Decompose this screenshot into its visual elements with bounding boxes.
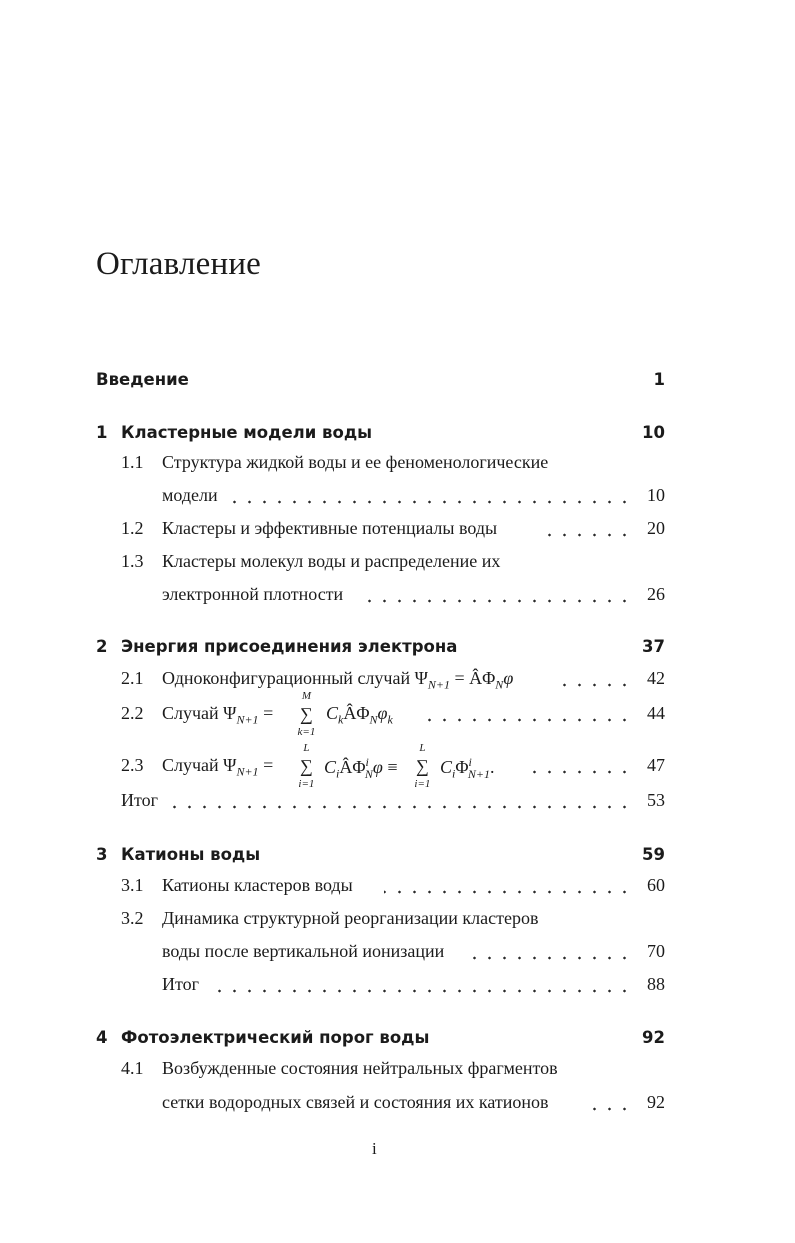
chapter-page: 59 xyxy=(642,845,665,864)
equals-sign: = xyxy=(454,668,465,688)
toc-section-3-2[interactable] xyxy=(0,908,795,938)
chapter-page: 37 xyxy=(642,637,665,656)
dot-leader xyxy=(170,805,632,809)
section-number: 2.1 xyxy=(121,668,144,688)
toc-intro-label: Введение xyxy=(96,370,189,389)
sum-body xyxy=(324,755,398,782)
toc-intro[interactable] xyxy=(0,366,795,396)
psi-symbol: Ψ xyxy=(223,755,237,775)
toc-summary-3[interactable] xyxy=(0,974,795,1004)
section-page: 44 xyxy=(647,703,665,723)
dot-leader xyxy=(562,683,632,687)
section-title: Динамика структурной реорганизации кластеров xyxy=(162,908,539,928)
section-number: 3.1 xyxy=(121,875,144,895)
dot-leader xyxy=(426,718,632,722)
sum-icon: ∑ xyxy=(416,756,429,776)
page-number-footer: i xyxy=(372,1139,377,1158)
section-page: 88 xyxy=(647,974,665,994)
toc-section-1-2[interactable] xyxy=(0,518,795,548)
toc-section-1-3-cont[interactable] xyxy=(0,584,795,614)
dot-leader xyxy=(546,533,632,537)
operator-hat-a: ÂΦ xyxy=(343,703,370,723)
phi-symbol: φ xyxy=(377,703,388,723)
chapter-title: Энергия присоединения электрона xyxy=(121,637,458,656)
sum-lower-limit: i=1 xyxy=(414,778,431,790)
phi-symbol: Φ xyxy=(455,757,469,777)
superscript: i xyxy=(468,755,472,769)
psi-symbol: Ψ xyxy=(223,703,237,723)
subscript: k xyxy=(387,712,393,727)
section-title-formula xyxy=(162,755,273,780)
section-page: 10 xyxy=(647,485,665,505)
chapter-page: 10 xyxy=(642,423,665,442)
section-page: 26 xyxy=(647,584,665,604)
chapter-title: Катионы воды xyxy=(121,845,261,864)
toc-section-1-1-cont[interactable] xyxy=(0,485,795,515)
chapter-number: 4 xyxy=(96,1028,108,1047)
toc-section-2-1[interactable] xyxy=(0,668,795,698)
subscript: N xyxy=(364,766,373,781)
section-title: Кластеры и эффективные потенциалы воды xyxy=(162,518,498,538)
subscript: N+1 xyxy=(427,677,450,692)
summary-label: Итог xyxy=(162,974,200,994)
chapter-page: 92 xyxy=(642,1028,665,1047)
sum-body xyxy=(326,703,393,728)
sum-operator xyxy=(297,690,316,738)
section-number: 4.1 xyxy=(121,1058,144,1078)
operator-hat-a: ÂΦ xyxy=(339,757,366,777)
section-title-formula xyxy=(162,703,273,728)
toc-chapter-3[interactable] xyxy=(0,841,795,871)
formula-label: Случай xyxy=(162,703,219,723)
sum-upper-limit: L xyxy=(419,742,426,754)
subscript: N+1 xyxy=(236,764,259,779)
section-title: Возбужденные состояния нейтральных фрагментов xyxy=(162,1058,558,1078)
dot-leader xyxy=(530,770,632,774)
subscript: i xyxy=(452,766,456,781)
toc-section-1-3[interactable] xyxy=(0,551,795,581)
toc-section-3-2-cont[interactable] xyxy=(0,941,795,971)
sum-icon: ∑ xyxy=(300,704,313,724)
toc-section-2-2[interactable] xyxy=(0,690,795,738)
page-title: Оглавление xyxy=(96,246,262,282)
superscript: i xyxy=(365,755,369,769)
summary-label: Итог xyxy=(121,790,159,810)
toc-section-4-1[interactable] xyxy=(0,1058,795,1088)
toc-chapter-2[interactable] xyxy=(0,633,795,663)
section-title-formula xyxy=(162,668,513,693)
dot-leader xyxy=(212,989,632,993)
section-page: 92 xyxy=(647,1092,665,1112)
sum-icon: ∑ xyxy=(300,756,313,776)
chapter-title: Фотоэлектрический порог воды xyxy=(121,1028,430,1047)
equals-sign: = xyxy=(263,755,274,775)
section-number: 3.2 xyxy=(121,908,144,928)
coef: C xyxy=(440,757,453,777)
section-title: Катионы кластеров воды xyxy=(162,875,353,895)
subscript: N xyxy=(495,677,504,692)
section-title-cont: электронной плотности xyxy=(162,584,344,604)
section-page: 47 xyxy=(647,755,665,775)
toc-section-4-1-cont[interactable] xyxy=(0,1092,795,1122)
section-number: 1.3 xyxy=(121,551,144,571)
subscript: N+1 xyxy=(236,712,259,727)
dot-leader xyxy=(472,956,632,960)
sum-lower-limit: k=1 xyxy=(297,726,316,738)
subscript: N xyxy=(369,712,378,727)
section-number: 1.2 xyxy=(121,518,144,538)
section-page: 60 xyxy=(647,875,665,895)
section-number: 2.2 xyxy=(121,703,144,723)
equals-sign: = xyxy=(263,703,274,723)
chapter-title: Кластерные модели воды xyxy=(121,423,373,442)
section-title-cont: воды после вертикальной ионизации xyxy=(162,941,445,961)
formula-label: Одноконфигурационный случай xyxy=(162,668,411,688)
subscript: i xyxy=(336,766,340,781)
coef: C xyxy=(324,757,337,777)
sum-upper-limit: L xyxy=(303,742,310,754)
chapter-number: 3 xyxy=(96,845,108,864)
section-page: 42 xyxy=(647,668,665,688)
sum-lower-limit: i=1 xyxy=(298,778,315,790)
toc-summary-2[interactable] xyxy=(0,790,795,820)
section-title-cont: сетки водородных связей и состояния их катионов xyxy=(162,1092,549,1112)
toc-section-3-1[interactable] xyxy=(0,875,795,905)
equiv-sign: ≡ xyxy=(387,757,398,777)
sum-operator xyxy=(298,742,315,790)
toc-chapter-4[interactable] xyxy=(0,1024,795,1054)
toc-intro-page: 1 xyxy=(653,370,665,389)
section-number: 2.3 xyxy=(121,755,144,775)
chapter-number: 1 xyxy=(96,423,108,442)
section-page: 53 xyxy=(647,790,665,810)
section-page: 20 xyxy=(647,518,665,538)
subscript: N+1 xyxy=(467,766,490,781)
phi-symbol: φ xyxy=(372,757,383,777)
toc-section-2-3[interactable] xyxy=(0,742,795,790)
subscript: k xyxy=(338,712,344,727)
psi-symbol: Ψ xyxy=(414,668,428,688)
section-page: 70 xyxy=(647,941,665,961)
operator-hat-a: ÂΦ xyxy=(469,668,496,688)
section-title: Структура жидкой воды и ее феноменологические xyxy=(162,452,549,472)
section-number: 1.1 xyxy=(121,452,144,472)
coef: C xyxy=(326,703,339,723)
dot-leader xyxy=(232,500,632,504)
section-title-cont: модели xyxy=(162,485,218,505)
chapter-number: 2 xyxy=(96,637,108,656)
phi-symbol: φ xyxy=(503,668,514,688)
sum-upper-limit: M xyxy=(301,690,312,702)
toc-section-1-1[interactable] xyxy=(0,452,795,482)
section-title: Кластеры молекул воды и распределение их xyxy=(162,551,501,571)
dot-leader xyxy=(588,1107,632,1111)
dot-leader xyxy=(368,599,632,603)
dot-leader xyxy=(384,890,632,894)
toc-chapter-1[interactable] xyxy=(0,419,795,449)
sum-body: $C_i\Phi^i_{N+1}$. xyxy=(440,755,495,781)
formula-label: Случай xyxy=(162,755,219,775)
sum-operator xyxy=(414,742,431,790)
